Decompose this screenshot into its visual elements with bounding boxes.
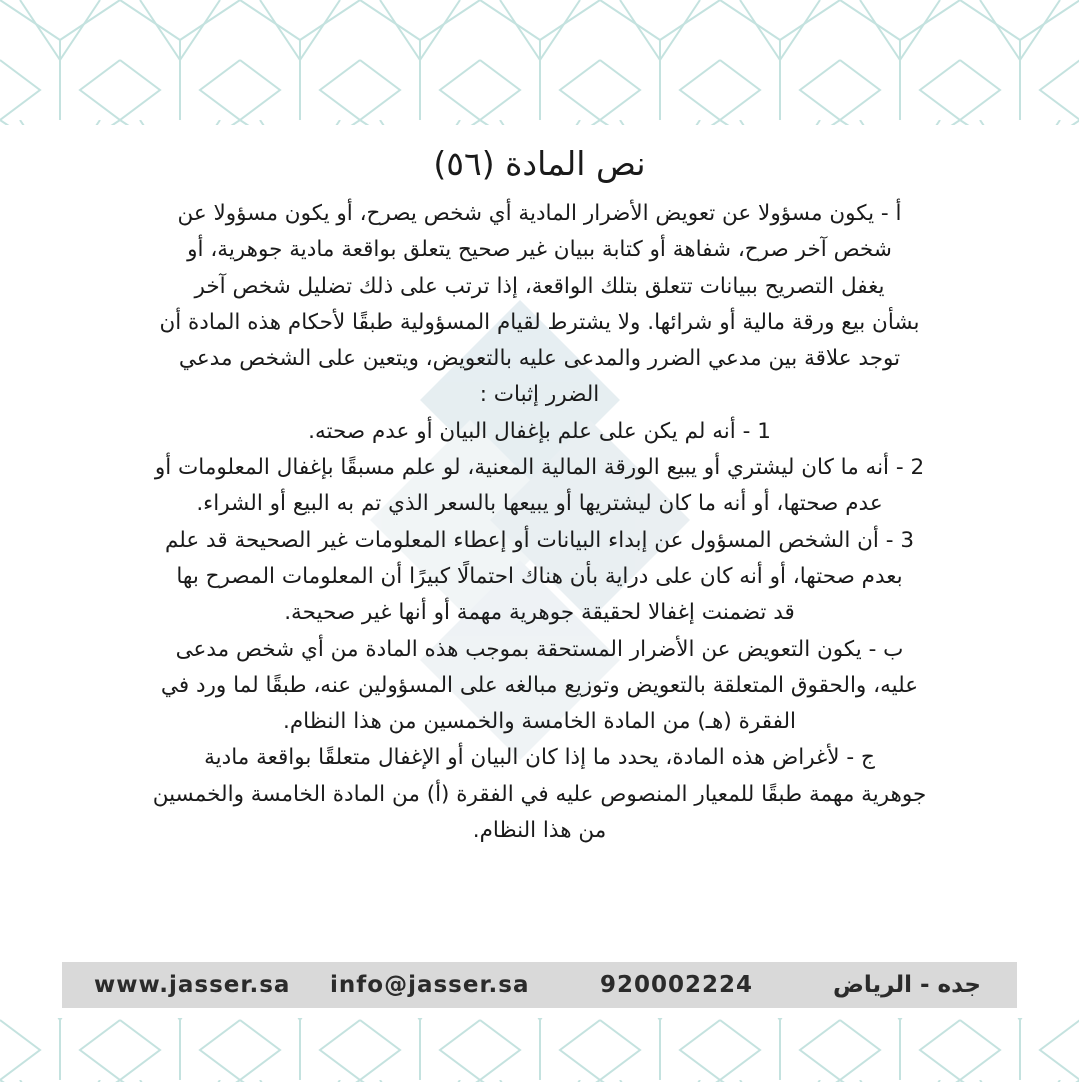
text-line: يغفل التصريح ببيانات تتعلق بتلك الواقعة، إذا ترتب على ذلك تضليل شخص آخر: [194, 273, 885, 299]
phone-number[interactable]: 920002224: [600, 972, 754, 998]
website-link[interactable]: www.jasser.sa: [94, 972, 291, 998]
text-line: جوهرية مهمة طبقًا للمعيار المنصوص عليه في الفقرة (أ) من المادة الخامسة والخمسين: [152, 781, 927, 807]
text-line: عدم صحتها، أو أنه ما كان ليشتريها أو يبيعها بالسعر الذي تم به البيع أو الشراء.: [196, 491, 883, 517]
text-line: شخص آخر صرح، شفاهة أو كتابة ببيان غير صحيح يتعلق بواقعة مادية جوهرية، أو: [187, 237, 892, 263]
text-line: أ - يكون مسؤولا عن تعويض الأضرار المادية أي شخص يصرح، أو يكون مسؤولا عن: [177, 201, 902, 226]
text-line: الفقرة (هـ) من المادة الخامسة والخمسين من هذا النظام.: [283, 709, 796, 735]
text-line: 2 - أنه ما كان ليشتري أو يبيع الورقة المالية المعنية، لو علم مسبقًا بإغفال المعلومات أو: [154, 455, 925, 481]
cities-label: جده - الرياض: [832, 972, 981, 998]
text-line: ب - يكون التعويض عن الأضرار المستحقة بموجب هذه المادة من أي شخص مدعى: [175, 636, 904, 662]
footer-bar: [62, 962, 1017, 1008]
email-link[interactable]: info@jasser.sa: [330, 972, 530, 998]
text-line: 3 - أن الشخص المسؤول عن إبداء البيانات أو إعطاء المعلومات غير الصحيحة قد علم: [164, 527, 915, 553]
text-line: بشأن بيع ورقة مالية أو شرائها. ولا يشترط لقيام المسؤولية طبقًا لأحكام هذه المادة أن: [159, 309, 920, 335]
article-text: [40, 138, 1039, 849]
text-line: عليه، والحقوق المتعلقة بالتعويض وتوزيع مبالغه على المسؤولين عنه، طبقًا لما ورد في: [160, 672, 919, 698]
text-line: توجد علاقة بين مدعي الضرر والمدعى عليه بالتعويض، ويتعين على الشخص مدعي: [178, 346, 901, 372]
text-line: بعدم صحتها، أو أنه كان على دراية بأن هناك احتمالًا كبيرًا أن المعلومات المصرح بها: [176, 563, 903, 589]
text-line: من هذا النظام.: [472, 818, 607, 844]
text-line: ج - لأغراض هذه المادة، يحدد ما إذا كان البيان أو الإغفال متعلقًا بواقعة مادية: [204, 745, 875, 771]
page-title: نص المادة (٥٦): [433, 144, 646, 183]
text-line: الضرر إثبات :: [479, 382, 600, 408]
text-line: 1 - أنه لم يكن على علم بإغفال البيان أو عدم صحته.: [308, 418, 771, 444]
text-line: قد تضمنت إغفالا لحقيقة جوهرية مهمة أو أنها غير صحيحة.: [284, 600, 795, 626]
